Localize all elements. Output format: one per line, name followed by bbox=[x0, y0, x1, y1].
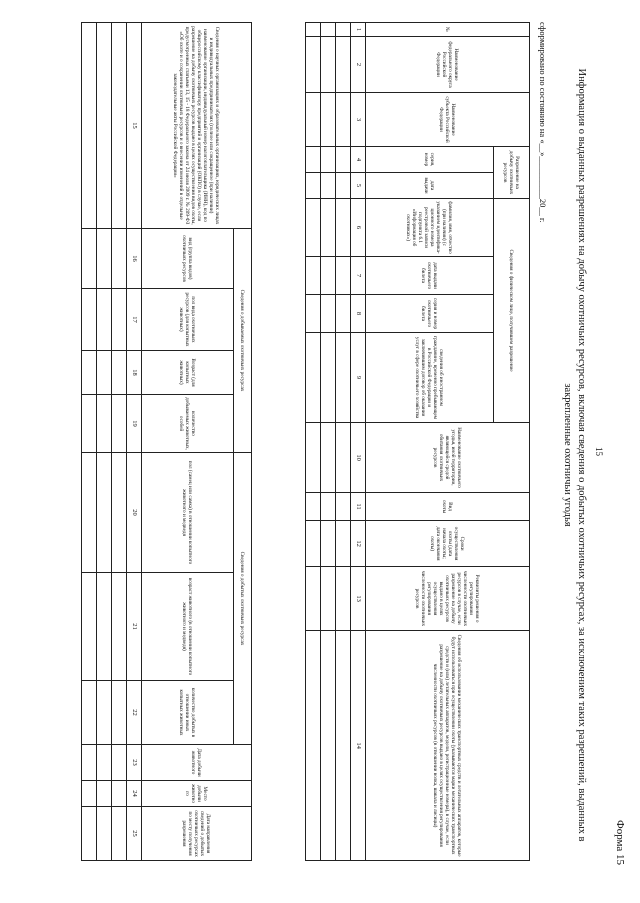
column-number: 16 bbox=[127, 229, 142, 289]
column-numbers-row bbox=[351, 23, 366, 861]
header-subject: Наименование субъекта Российской Федерации bbox=[366, 93, 530, 147]
column-number: 2 bbox=[351, 37, 366, 93]
header-series-number: серия, номер bbox=[366, 147, 494, 173]
header-report-date: Дата направления сведений о добытых охотничьих ресурсах по месту получения разрешения bbox=[142, 807, 252, 861]
document-title: Информация о выданных разрешениях на добычу охотничьих ресурсов, включая сведения о добытых охотничьих ресурсах, за исключением таких разрешений, выданных в закрепленные охотничьи угодья bbox=[562, 68, 587, 842]
column-number: 9 bbox=[351, 333, 366, 423]
header-hunt-type: Вид охоты bbox=[366, 493, 530, 521]
column-number: 18 bbox=[127, 351, 142, 395]
header-taken-count: количество добытых в отношении иных копытных животных bbox=[142, 681, 234, 745]
header-full-name: фамилия, имя, отчество (при наличии) (с указанием идентифика-ционного номера реестровой записи подпункта 6.1 «Информация об охотниках») bbox=[366, 199, 494, 257]
header-person: Сведения о физическом лице, получившем разрешение bbox=[494, 199, 530, 423]
column-number: 17 bbox=[127, 289, 142, 351]
column-number: 3 bbox=[351, 93, 366, 147]
column-number: 15 bbox=[127, 23, 142, 229]
header-permit: Разрешение на добычу охотничьих ресурсов bbox=[494, 147, 530, 199]
column-number: 24 bbox=[127, 781, 142, 807]
column-number: 4 bbox=[351, 147, 366, 173]
header-taken-sex: пол (самец или самка) в отношении копытного животного и медведя bbox=[142, 453, 234, 573]
header-harvest-date: Дата добычи животного bbox=[142, 745, 252, 781]
column-number: 6 bbox=[351, 199, 366, 257]
as-of-date-line: сформировано по состоянию на «__»__________20__ г. bbox=[538, 22, 548, 223]
column-number: 20 bbox=[127, 453, 142, 573]
harvest-table bbox=[81, 22, 252, 861]
permits-table bbox=[305, 22, 530, 861]
empty-row bbox=[336, 23, 351, 861]
header-harvestable-resources: Сведения о добываемых охотничьих ресурсах bbox=[234, 229, 252, 453]
header-federal-district: Наименование федерального округа Российской Федерации bbox=[366, 37, 530, 93]
header-count: количество добываемых животных, особей bbox=[142, 395, 234, 453]
column-number: 12 bbox=[351, 521, 366, 567]
header-ticket-number: серия и номер охотничьего билета bbox=[366, 295, 494, 333]
column-numbers-row bbox=[127, 23, 142, 861]
column-number: 14 bbox=[351, 631, 366, 861]
empty-row bbox=[97, 23, 112, 861]
column-number: 1 bbox=[351, 23, 366, 37]
header-species: вид (группа видов) охотничьих ресурсов bbox=[142, 229, 234, 289]
header-hunt-dates: Сроки осуществления охоты (дата начала охоты; дата окончания охоты) bbox=[366, 521, 530, 567]
empty-row bbox=[306, 23, 321, 861]
column-number: 8 bbox=[351, 295, 366, 333]
empty-row bbox=[321, 23, 336, 861]
page-number: 15 bbox=[594, 447, 604, 456]
column-number: 25 bbox=[127, 807, 142, 861]
column-number: 5 bbox=[351, 173, 366, 199]
empty-row bbox=[82, 23, 97, 861]
header-ticket-date: дата выдачи охотничьего билета bbox=[366, 257, 494, 295]
column-number: 22 bbox=[127, 681, 142, 745]
header-no: № bbox=[366, 23, 530, 37]
empty-row bbox=[112, 23, 127, 861]
column-number: 11 bbox=[351, 493, 366, 521]
header-foreign-citizen: сведения об иностранном гражданине, временно пребывающем в Российской Федерации и заключившим договор об оказании услуг в сфере охотничьего хозяйства bbox=[366, 333, 494, 423]
header-sex: пол вида охотничьих ресурсов (для копытных животных) bbox=[142, 289, 234, 351]
header-organization: Сведения о научных организациях и образовательных организациях, юридических лицах и индивидуальных предпринимателях (полное или сокращенное (при наличии) наименование организации, индивидуальный номер налогоплательщика (ИНН), код по общероссийскому классификатору предприятий и организаций (ОКПО) в случае, если разрешение на добычу охотничьих ресурсов выдано в целях осуществления видов охоты, предусмотренных статьями 13, 15 - 18 Федерального закона от 24 июля 2009 г. № 209-ФЗ «Об охоте и о сохранении охотничьих ресурсов и о внесении изменений в отдельные законодательные акты Российской Федерации» bbox=[142, 23, 252, 229]
column-number: 13 bbox=[351, 567, 366, 631]
column-number: 19 bbox=[127, 395, 142, 453]
header-harvested-resources: Сведения о добытых охотничьих ресурсах bbox=[234, 453, 252, 745]
header-transport: Сведения об использовании механических транспортных средств и летательных аппаратов, которые будут использоваться при осуществлении охоты (указываются марки механических транспортных средств и (или) летательных аппаратов, модели, регистрационные номера), в случае, если разрешение на добычу охотничьих ресурсов выдано в целях осуществления регулирования численности охотничьих ресурсов (в отношении волка, шакала и лисицы) bbox=[366, 631, 530, 861]
header-harvest-place: Место добычи животного bbox=[142, 781, 252, 807]
header-hunting-area: Наименование охотничьего угодья, иной территории, являющейся средой обитания охотничьих ресурсов bbox=[366, 423, 530, 493]
header-age: Возраст (для копытных животных) bbox=[142, 351, 234, 395]
header-issue-date: дата выдачи bbox=[366, 173, 494, 199]
column-number: 23 bbox=[127, 745, 142, 781]
column-number: 10 bbox=[351, 423, 366, 493]
column-number: 21 bbox=[127, 573, 142, 681]
header-regulation-decision: Реквизиты решения о регулировании численности охотничьих ресурсов в случае, если разрешение на добычу охотничьих ресурсов выдано в целях осуществления регулирования численности охотничьих ресурсов bbox=[366, 567, 530, 631]
column-number: 7 bbox=[351, 257, 366, 295]
form-number: Форма 15 bbox=[614, 820, 626, 866]
header-taken-age: возраст животного (в отношении копытного животного и медведя) bbox=[142, 573, 234, 681]
